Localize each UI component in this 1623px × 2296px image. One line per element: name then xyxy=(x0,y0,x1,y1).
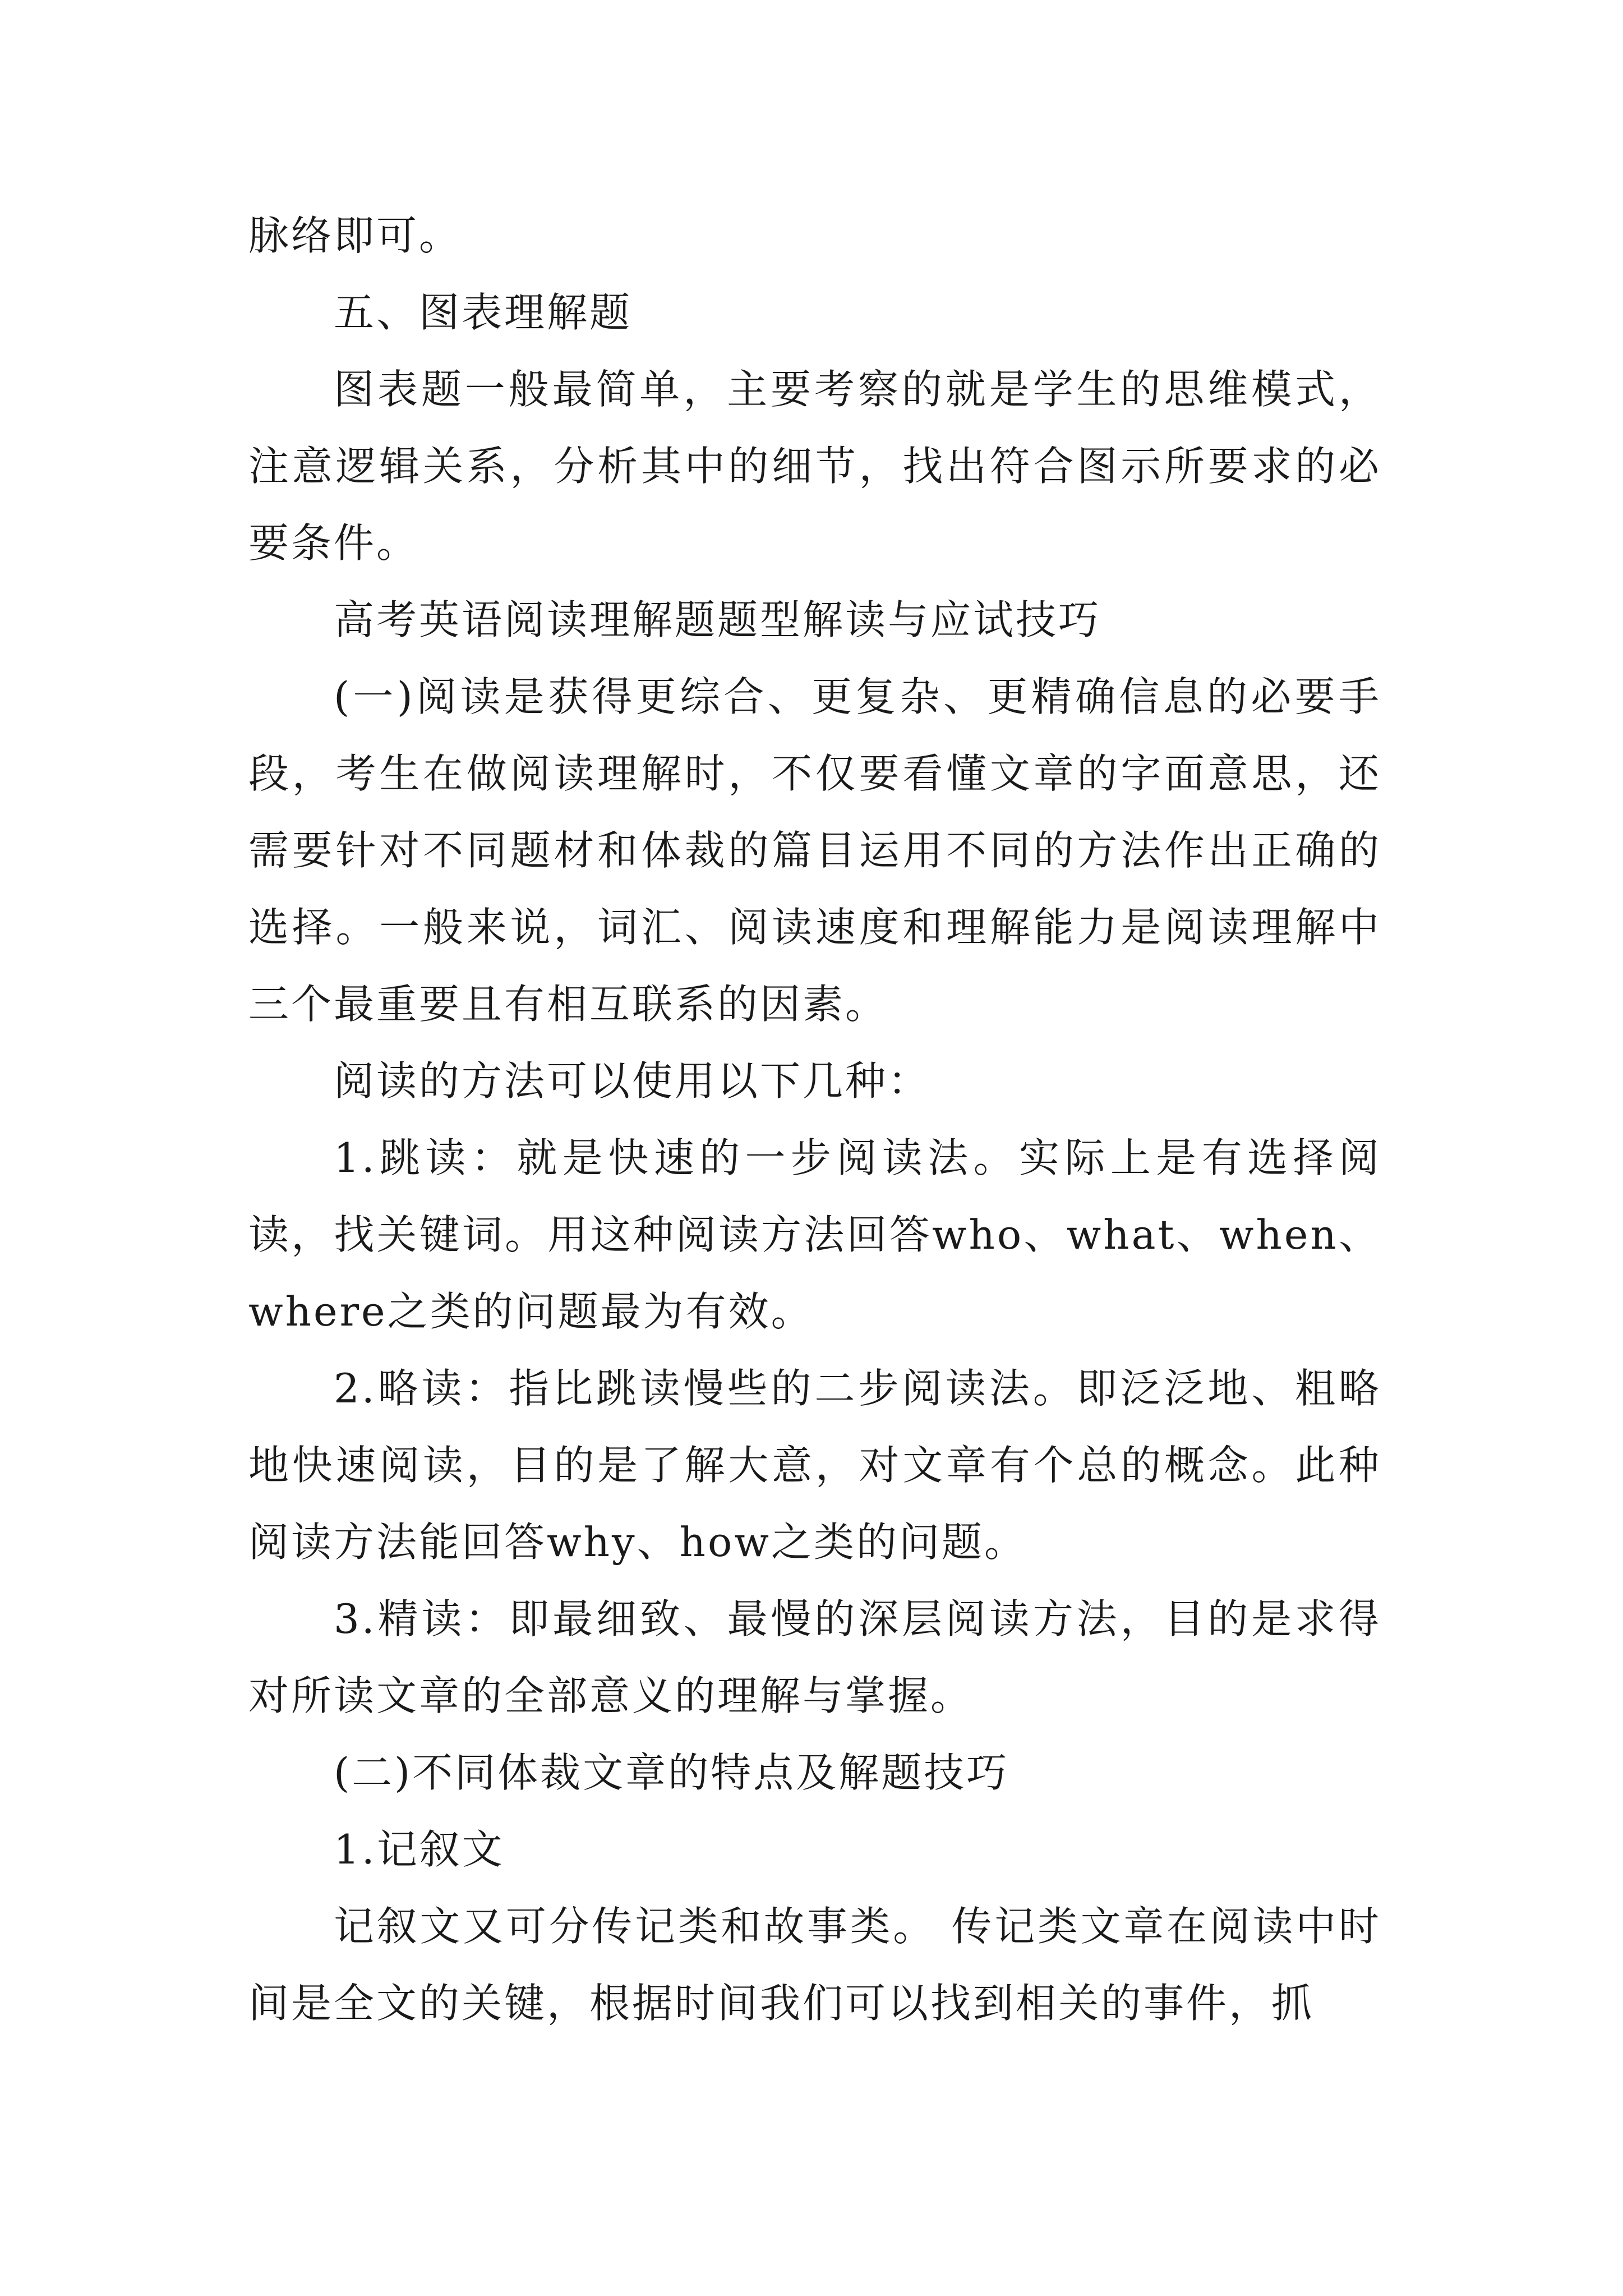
paragraph-reading-intro: (一)阅读是获得更综合、更复杂、更精确信息的必要手段，考生在做阅读理解时，不仅要看懂文章的字面意思，还需要针对不同题材和体裁的篇目运用不同的方法作出正确的选择。一般来说，词汇、阅读速度和理解能力是阅读理解中三个最重要且有相互联系的因素。 xyxy=(248,673,1381,1028)
paragraph-narrative: 记叙文又可分传记类和故事类。 传记类文章在阅读中时间是全文的关键，根据时间我们可以找到相关的事件，抓 xyxy=(248,1903,1381,2027)
paragraph-scanning: 2.略读：指比跳读慢些的二步阅读法。即泛泛地、粗略地快速阅读，目的是了解大意，对文章有个总的概念。此种阅读方法能回答why、how之类的问题。 xyxy=(248,1365,1381,1566)
section-heading-reading-techniques: 高考英语阅读理解题题型解读与应试技巧 xyxy=(334,596,1101,643)
paragraph-reading-methods: 阅读的方法可以使用以下几种： xyxy=(334,1057,931,1105)
subheading-narrative: 1.记叙文 xyxy=(334,1826,505,1873)
section-heading-genres: (二)不同体裁文章的特点及解题技巧 xyxy=(334,1749,1009,1796)
section-heading-chart-questions: 五、图表理解题 xyxy=(334,289,633,336)
paragraph-skimming: 1.跳读：就是快速的一步阅读法。实际上是有选择阅读，找关键词。用这种阅读方法回答who、what、when、where之类的问题最为有效。 xyxy=(248,1134,1381,1335)
paragraph-chart-questions: 图表题一般最简单，主要考察的就是学生的思维模式，注意逻辑关系，分析其中的细节，找出符合图示所要求的必要条件。 xyxy=(248,366,1381,567)
paragraph-continuation: 脉络即可。 xyxy=(248,212,462,259)
paragraph-intensive-reading: 3.精读：即最细致、最慢的深层阅读方法，目的是求得对所读文章的全部意义的理解与掌握。 xyxy=(248,1595,1381,1719)
document-body xyxy=(248,197,1381,2042)
